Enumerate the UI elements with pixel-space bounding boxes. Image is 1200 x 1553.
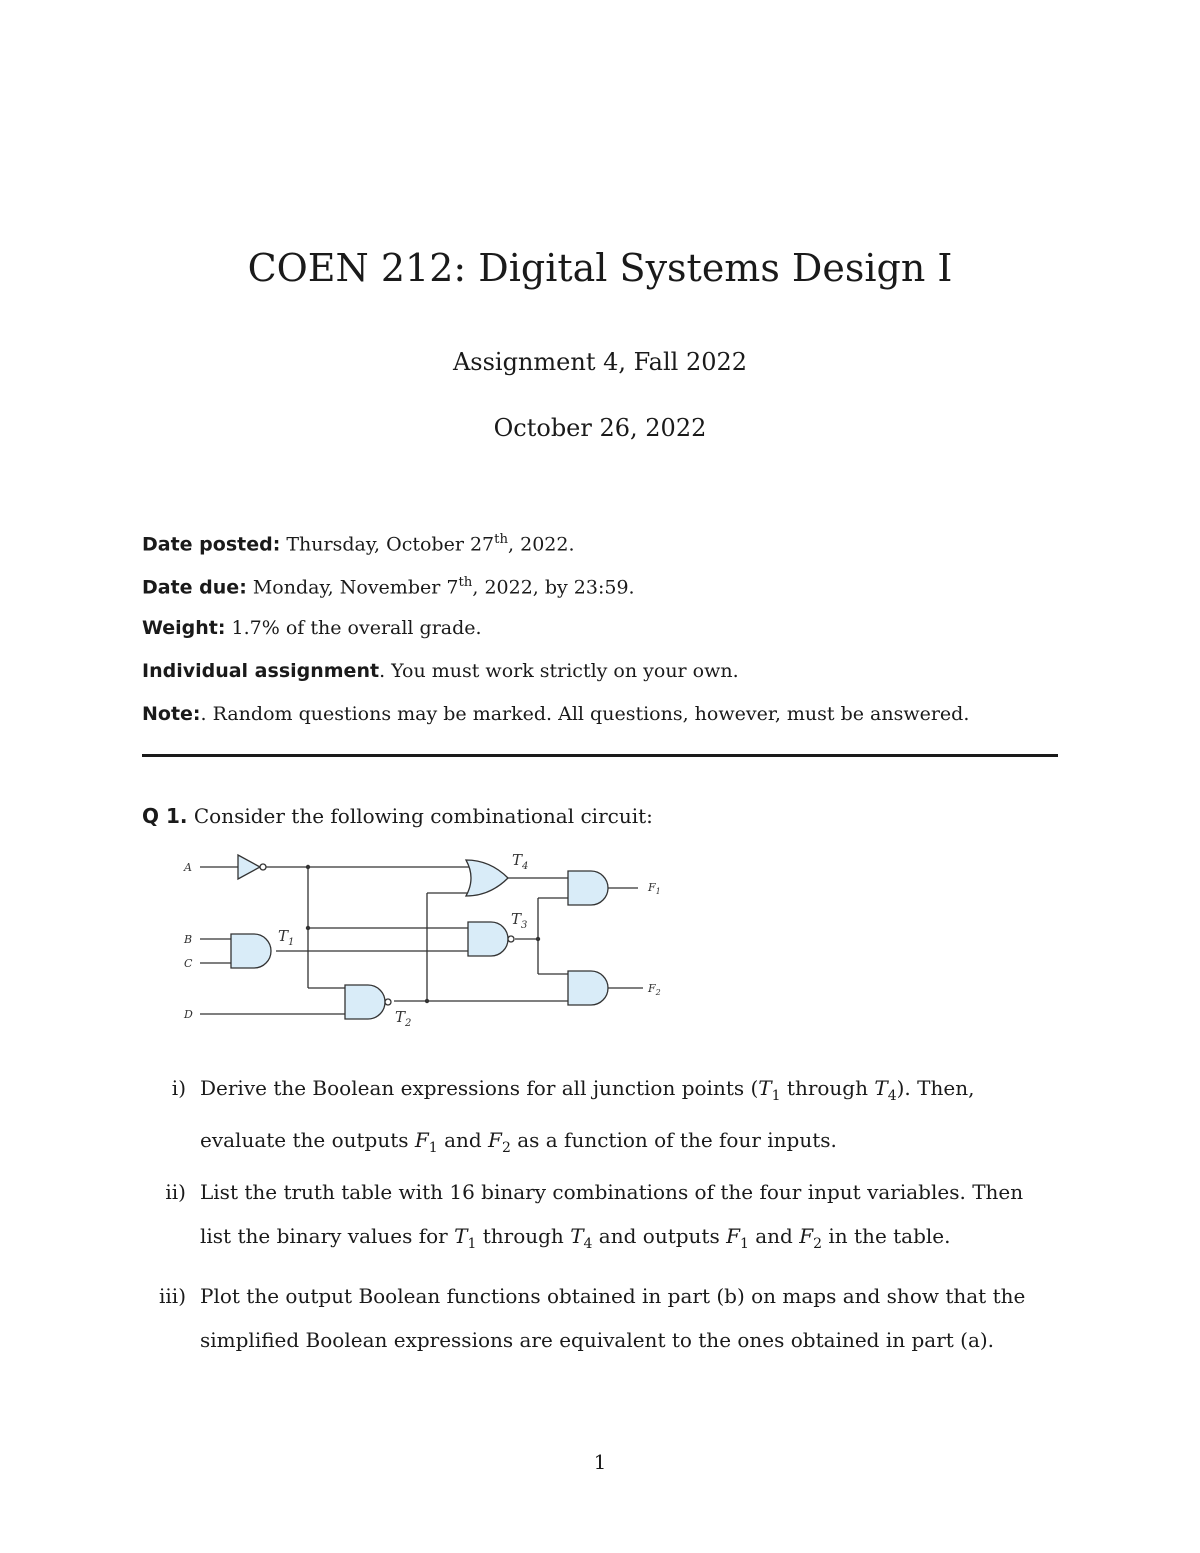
question-1 — [142, 804, 653, 828]
note-line — [142, 703, 969, 725]
question-label: Q 1. — [142, 804, 188, 828]
combinational-circuit-diagram — [178, 848, 678, 1033]
note-value: . Random questions may be marked. All questions, however, must be answered. — [200, 703, 970, 725]
date-due-label: Date due: — [142, 576, 247, 599]
input-b-label: B — [184, 933, 193, 946]
page-number: 1 — [593, 1450, 607, 1474]
date-posted-tail: , 2022. — [508, 533, 575, 556]
weight-value: 1.7% of the overall grade. — [231, 617, 482, 639]
horizontal-rule — [142, 754, 1058, 757]
output-f2-label: $F_2$ — [648, 982, 661, 997]
individual-line — [142, 660, 739, 682]
date-due-value: Monday, November 7 — [252, 576, 459, 599]
list-item-number: iii) — [159, 1284, 186, 1308]
date-due-tail: , 2022, by 23:59. — [472, 576, 635, 599]
assignment-subtitle: Assignment 4, Fall 2022 — [452, 348, 748, 376]
output-f1-label: $F_1$ — [648, 881, 661, 896]
date-due-line — [142, 575, 635, 598]
list-item-iii — [150, 1274, 1060, 1362]
individual-label: Individual assignment — [142, 660, 380, 682]
list-item-text: Plot the output Boolean functions obtained in part (b) on maps and show that the simplified Boolean expressions are equivalent to the ones obtained in part (a). — [200, 1284, 1026, 1352]
list-item-number: i) — [171, 1076, 186, 1100]
date-posted-sup: th — [494, 532, 509, 547]
date-due-sup: th — [458, 575, 473, 590]
document-date: October 26, 2022 — [493, 414, 707, 442]
junction-t1-label: $T_1$ — [278, 927, 295, 948]
input-a-label: A — [184, 861, 192, 874]
list-item-text: Derive the Boolean expressions for all junction points ($T_1$ through $T_4$). Then, evaluate the outputs $F_1$ and $F_2$ as a function of the four inputs. — [200, 1076, 975, 1156]
list-item-text: List the truth table with 16 binary combinations of the four input variables. Then list the binary values for $T_1$ through $T_4$ and outputs $F_1$ and $F_2$ in the table. — [200, 1180, 1024, 1252]
input-d-label: D — [184, 1008, 193, 1021]
junction-t2-label: $T_2$ — [395, 1008, 412, 1029]
document-title: COEN 212: Digital Systems Design I — [247, 246, 953, 290]
note-label: Note: — [142, 703, 201, 725]
date-posted-label: Date posted: — [142, 533, 281, 556]
date-posted-value: Thursday, October 27 — [286, 533, 495, 556]
weight-line — [142, 617, 482, 639]
input-c-label: C — [184, 957, 193, 970]
junction-t4-label: $T_4$ — [512, 851, 529, 872]
list-item-i — [150, 1066, 1060, 1170]
weight-label: Weight: — [142, 617, 226, 639]
question-text: Consider the following combinational circuit: — [193, 804, 653, 828]
list-item-ii — [150, 1170, 1060, 1266]
individual-value: . You must work strictly on your own. — [379, 660, 739, 682]
date-posted-line — [142, 532, 575, 555]
junction-t3-label: $T_3$ — [511, 910, 528, 931]
list-item-number: ii) — [165, 1180, 186, 1204]
